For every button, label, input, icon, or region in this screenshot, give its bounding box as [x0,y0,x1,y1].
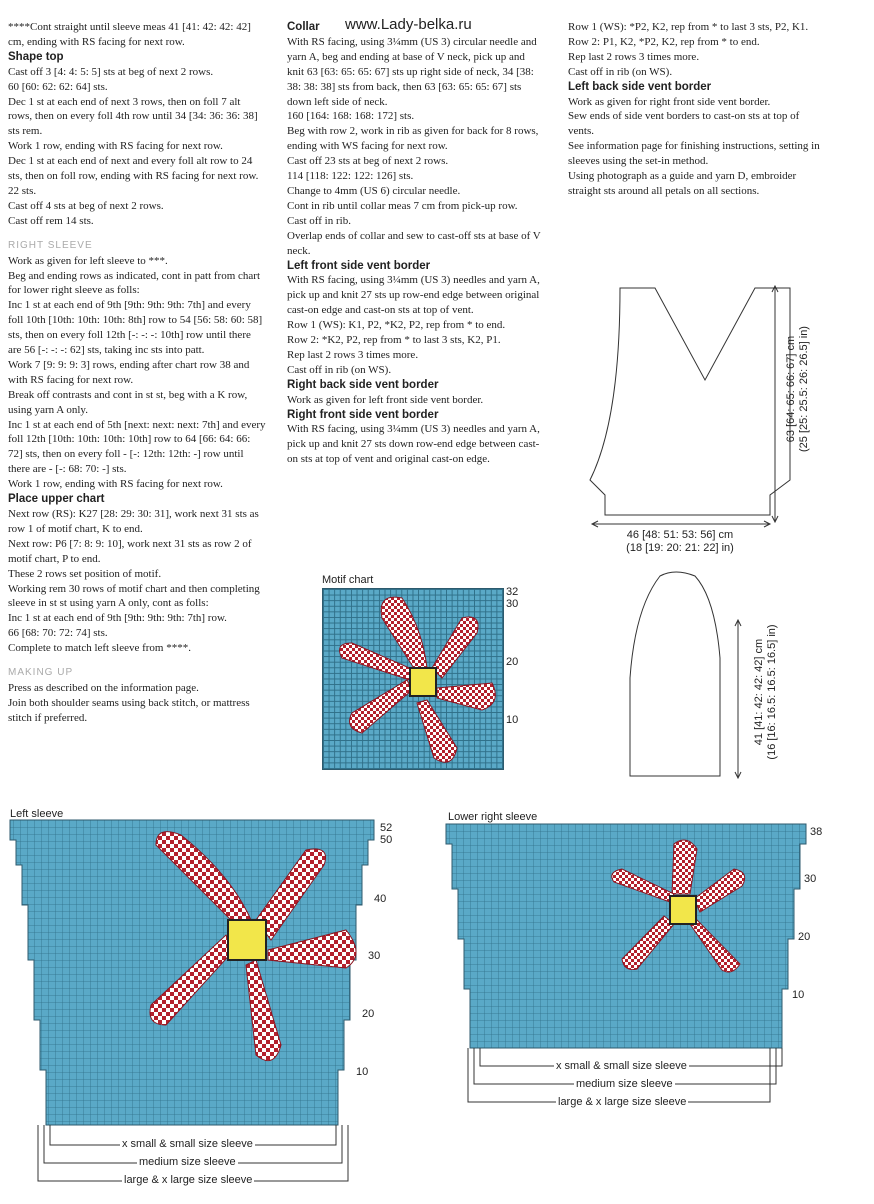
body-width-label [600,529,760,555]
paragraph: Dec 1 st at each end of next and every foll alt row to 24 sts, then on foll row, ending with RS facing for next row. 22 sts. [8,155,259,197]
paragraph: Rep last 2 rows 3 times more. [568,50,700,63]
petal [432,617,478,678]
width-cm: 46 [48: 51: 53: 56] cm [626,529,734,541]
length-cm: 41 [41: 42: 42: 42] cm [753,638,765,746]
heading-right-front-vent: Right front side vent border [287,408,439,421]
paragraph: 60 [60: 62: 62: 64] sts. [8,80,108,93]
paragraph: Cast off 23 sts at beg of next 2 rows. [287,155,449,168]
height-in: (25 [25: 25.5: 26: 26.5] in) [798,326,810,452]
row-label: 10 [356,1066,369,1078]
paragraph: Work as given for right front side vent border. [568,95,771,108]
paragraph: Row 2: *K2, P2, rep from * to last 3 sts, K2, P1. [287,334,501,347]
paragraph: With RS facing, using 3¼mm (US 3) needles and yarn A, pick up and knit 27 sts up row-end edge between original cast-on edge and cast-on sts at top of vent. [287,274,540,317]
paragraph: Cast off 3 [4: 4: 5: 5] sts at beg of next 2 rows. [8,65,214,78]
body-width-line [592,519,772,529]
size-label: medium size sleeve [139,1156,236,1168]
paragraph: Row 1 (WS): K1, P2, *K2, P2, rep from * to end. [287,319,506,332]
flower-centre [410,668,436,696]
lower-right-sleeve-title: Lower right sleeve [448,811,538,823]
paragraph: Row 2: P1, K2, *P2, K2, rep from * to end. [568,35,760,48]
paragraph: Cast off in rib. [287,214,351,227]
lower-right-sleeve-grid [442,824,810,1052]
paragraph: Complete to match left sleeve from ****. [8,642,191,655]
paragraph: 114 [118: 122: 122: 126] sts. [287,170,414,183]
paragraph: Cast off in rib (on WS). [568,65,673,78]
row-label: 40 [374,893,387,905]
row-label: 38 [810,826,823,838]
petal [350,680,412,733]
row-label: 30 [804,873,817,885]
paragraph: Inc 1 st at each end of 5th [next: next: next: 7th] and every foll 12th [10th: 10th: 10th: 10th] row to 64 [66: 64: 66: 72] sts, then on every foll - [-: 12th: 12th: -] row until there are - [-: 68: 70: -] sts. [8,418,266,476]
paragraph: Overlap ends of collar and sew to cast-off sts at base of V neck. [287,229,541,257]
petal [417,700,457,762]
paragraph: Work 1 row, ending with RS facing for next row. [8,140,223,153]
paragraph: With RS facing, using 3¼mm (US 3) needles and yarn A, pick up and knit 27 sts down row-end edge between cast-on sts at top of vent and original cast-on edge. [287,423,540,466]
paragraph: Work as given for left front side vent border. [287,393,484,406]
paragraph: With RS facing, using 3¼mm (US 3) circular needle and yarn A, beg and ending at base of V neck, pick up and knit 63 [63: 65: 65: 67] sts up right side of neck, 34 [38: 38: 38: 38] sts from back, then 63 [63: 65: 65: 67] sts down left side of neck. [287,35,537,108]
row-label: 20 [362,1008,375,1020]
body-height-label [785,294,811,484]
paragraph: Change to 4mm (US 6) circular needle. [287,184,461,197]
length-in: (16 [16: 16.5: 16.5: 16.5] in) [766,624,778,760]
row-label: 52 [380,822,393,834]
text-column-3 [568,20,826,199]
row-label: 10 [792,989,805,1001]
size-label: medium size sleeve [576,1078,673,1090]
site-watermark: www.Lady-belka.ru [345,16,472,33]
paragraph: Cont in rib until collar meas 7 cm from pick-up row. [287,199,518,212]
heading-shape-top: Shape top [8,50,64,63]
motif-flower [322,588,504,770]
size-label: x small & small size sleeve [122,1138,253,1150]
body-schematic [585,280,785,525]
heading-left-front-vent: Left front side vent border [287,259,431,272]
heading-place-upper-chart: Place upper chart [8,493,105,506]
paragraph: Beg and ending rows as indicated, cont in patt from chart for lower right sleeve as folls: [8,269,261,297]
heading-collar: Collar [287,21,320,33]
height-cm: 63 [64: 65: 66: 67] cm [785,335,797,443]
petal [437,683,495,710]
paragraph: Work 7 [9: 9: 9: 3] rows, ending after chart row 38 and with RS facing for next row. [8,358,250,386]
row-label: 30 [506,598,519,610]
size-label: large & x large size sleeve [558,1096,687,1108]
paragraph: Inc 1 st at each end of 9th [9th: 9th: 9th: 7th] and every foll 10th [10th: 10th: 10th: 8th] row to 54 [56: 58: 60: 58] sts, then on every foll 12th [-: -: -: 10th] row until there are 56 [-: -: -: 62] sts, taking inc sts into patt. [8,299,263,357]
paragraph: ****Cont straight until sleeve meas 41 [41: 42: 42: 42] cm, ending with RS facing for next row. [8,21,251,48]
heading-right-sleeve: RIGHT SLEEVE [8,239,93,251]
text-column-2 [287,20,543,467]
paragraph: Press as described on the information page. [8,681,199,694]
row-label: 30 [368,950,381,962]
heading-making-up: MAKING UP [8,667,74,679]
text-column-1 [8,20,266,726]
size-label: x small & small size sleeve [556,1060,687,1072]
paragraph: 66 [68: 70: 72: 74] sts. [8,627,108,640]
row-label: 50 [380,834,393,846]
width-in: (18 [19: 20: 21: 22] in) [626,542,734,554]
paragraph: Join both shoulder seams using back stitch, or mattress stitch if preferred. [8,696,250,724]
flower-centre [228,920,266,960]
paragraph: Work as given for left sleeve to ***. [8,254,168,267]
sleeve-length-line [733,620,743,780]
row-label: 20 [506,656,519,668]
row-label: 20 [798,931,811,943]
row-label: 10 [506,714,519,726]
paragraph: Rep last 2 rows 3 times more. [287,348,419,361]
sleeve-length-label [753,622,779,762]
paragraph: Beg with row 2, work in rib as given for back for 8 rows, ending with WS facing for next row. [287,125,539,153]
heading-left-back-vent: Left back side vent border [568,80,712,93]
paragraph: These 2 rows set position of motif. [8,567,162,580]
left-sleeve-title: Left sleeve [10,808,64,820]
paragraph: Sew ends of side vent borders to cast-on sts at top of vents. [568,110,800,138]
paragraph: Next row: P6 [7: 8: 9: 10], work next 31 sts as row 2 of motif chart, P to end. [8,537,252,565]
motif-chart-title: Motif chart [322,574,374,586]
flower-centre [670,896,696,924]
paragraph: Cast off 4 sts at beg of next 2 rows. [8,199,164,212]
paragraph: Work 1 row, ending with RS facing for next row. [8,478,223,491]
paragraph: Using photograph as a guide and yarn D, embroider straight sts around all petals on all sections. [568,170,797,197]
paragraph: Working rem 30 rows of motif chart and then completing sleeve in st st using yarn A only, cont as folls: [8,582,260,610]
paragraph: Row 1 (WS): *P2, K2, rep from * to last 3 sts, P2, K1. [568,21,809,33]
paragraph: Cast off in rib (on WS). [287,363,392,376]
paragraph: Inc 1 st at each end of 9th [9th: 9th: 9th: 7th] row. [8,612,227,625]
body-height-line [770,286,780,522]
paragraph: See information page for finishing instructions, setting in sleeves using the set-in method. [568,140,820,168]
paragraph: Next row (RS): K27 [28: 29: 30: 31], work next 31 sts as row 1 of motif chart, K to end. [8,508,259,535]
heading-right-back-vent: Right back side vent border [287,378,439,391]
paragraph: 160 [164: 168: 168: 172] sts. [287,110,415,123]
row-label: 32 [506,586,519,598]
size-label: large & x large size sleeve [124,1174,253,1186]
paragraph: Dec 1 st at each end of next 3 rows, then on foll 7 alt rows, then on every foll 4th row until 34 [34: 36: 36: 38] sts rem. [8,95,258,138]
paragraph: Cast off rem 14 sts. [8,214,94,227]
paragraph: Break off contrasts and cont in st st, beg with a K row, using yarn A only. [8,388,248,416]
